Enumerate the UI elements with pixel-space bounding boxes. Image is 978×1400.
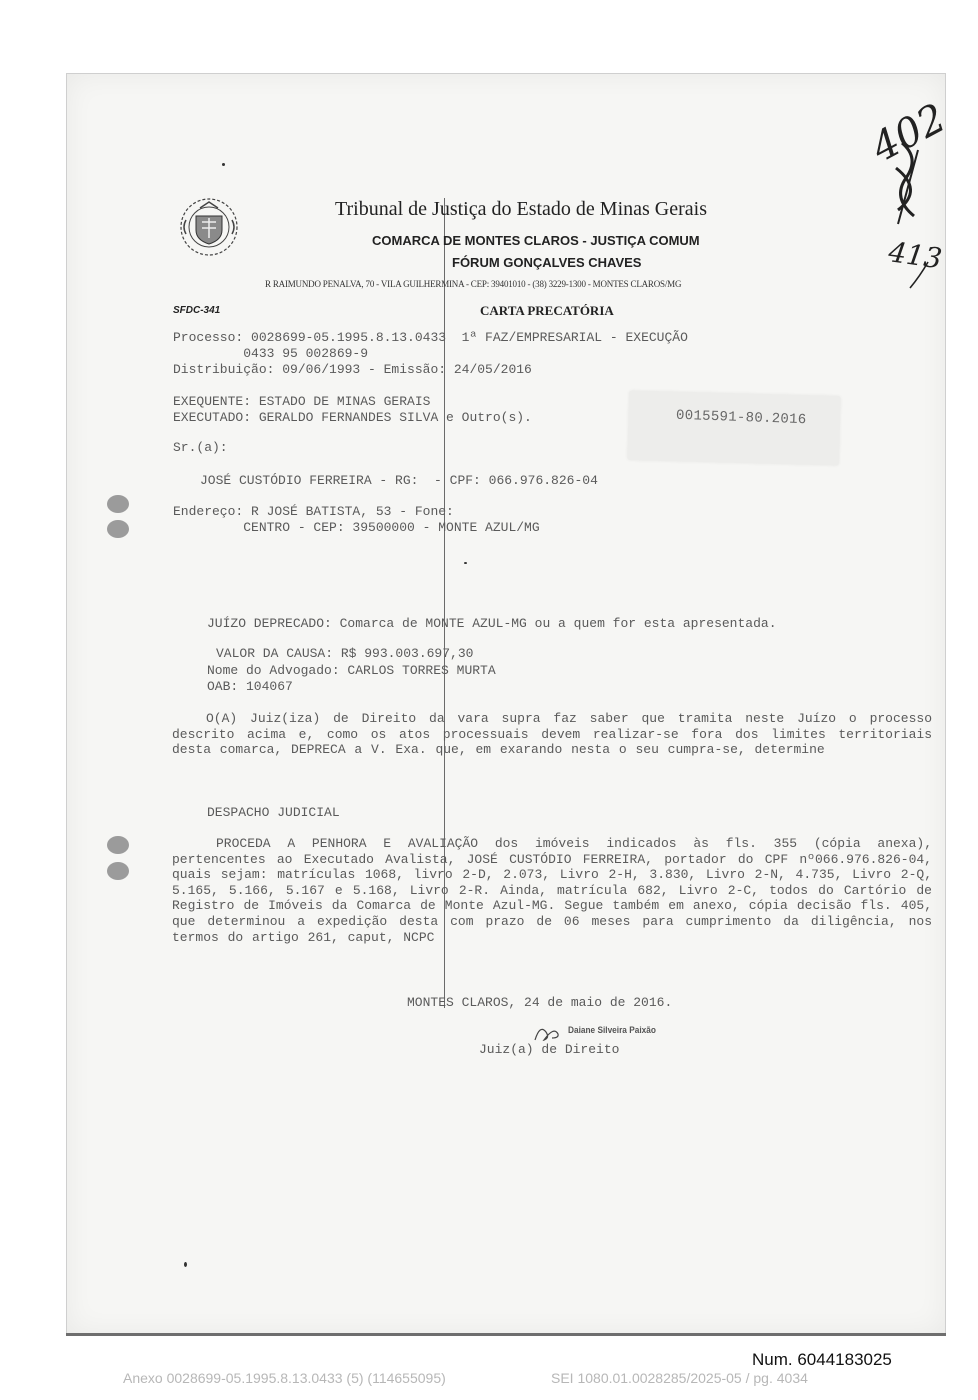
scan-speck [464,562,467,564]
forum-title: FÓRUM GONÇALVES CHAVES [452,255,642,270]
despacho-paragraph: PROCEDA A PENHORA E AVALIAÇÃO dos imóveis indicados às fls. 355 (cópia anexa), pertencentes ao Executado Avalista, JOSÉ CUSTÓDIO FERREIRA, portador do CPF nº066.976.826-04, quais sejam: matrículas 1068, livro 2-D, 2.073, Livro 2-H, 3.830, Livro 2-N, 4.735, Livro 2-Q, 5.165, 5.166, 5.167 e 5.168, Livro 2-R. Ainda, matrícula 682, Livro 2-C, todos do Cartório de Registro de Imóveis da Comarca de Monte Azul-MG. Segue também em anexo, cópia decisão fls. 405, que determinou a expedição desta com prazo de 06 meses para cumprimento da diligência, nos termos do artigo 261, caput, NCPC [172,836,932,945]
date-line: MONTES CLAROS, 24 de maio de 2016. [407,995,673,1010]
punch-hole [107,836,129,854]
document-number: Num. 6044183025 [752,1350,892,1369]
valor-causa: VALOR DA CAUSA: R$ 993.003.697,30 [216,646,474,661]
handwritten-number-side: 413 [886,235,944,276]
punch-hole [107,495,129,513]
despacho-title: DESPACHO JUDICIAL [207,805,340,820]
coat-of-arms-icon [178,196,240,258]
form-code: SFDC-341 [173,305,221,316]
handwritten-number-top: 402 [864,95,954,172]
executado-line: EXECUTADO: GERALDO FERNANDES SILVA e Outro(s). [173,410,532,425]
document-title: CARTA PRECATÓRIA [480,303,614,318]
signer-name-stamp: Daiane Silveira Paixão [568,1025,656,1035]
judge-title: Juiz(a) de Direito [479,1042,620,1057]
sheet-bottom-edge [66,1333,946,1336]
scan-speck [222,163,225,166]
process-line-1: Processo: 0028699-05.1995.8.13.0433 1ª FAZ/EMPRESARIAL - EXECUÇÃO [173,330,688,345]
addressee-address-2: CENTRO - CEP: 39500000 - MONTE AZUL/MG [173,520,540,535]
protocol-stamp: 0015591-80.2016 [675,407,807,429]
punch-hole [107,520,129,538]
addressee-address-1: Endereço: R JOSÉ BATISTA, 53 - Fone: [173,504,454,519]
distribution-line: Distribuição: 09/06/1993 - Emissão: 24/05/2016 [173,362,532,377]
sei-reference: SEI 1080.01.0028285/2025-05 / pg. 4034 [551,1370,808,1386]
addressee-name: JOSÉ CUSTÓDIO FERREIRA - RG: - CPF: 066.976.826-04 [200,473,598,488]
protocol-stamp-area [627,390,841,466]
juizo-deprecado: JUÍZO DEPRECADO: Comarca de MONTE AZUL-MG ou a quem for esta apresentada. [207,616,777,631]
advogado-name: Nome do Advogado: CARLOS TORRES MURTA [207,663,496,678]
salutation: Sr.(a): [173,440,228,455]
oab-number: OAB: 104067 [207,679,293,694]
scan-speck [184,1262,187,1267]
exequente-line: EXEQUENTE: ESTADO DE MINAS GERAIS [173,394,431,409]
process-line-2: 0433 95 002869-9 [173,346,369,361]
comarca-title: COMARCA DE MONTES CLAROS - JUSTIÇA COMUM [372,233,700,248]
punch-hole [107,862,129,880]
court-name: Tribunal de Justiça do Estado de Minas Gerais [335,198,707,220]
intro-paragraph: O(A) Juiz(iza) de Direito da vara supra faz saber que tramita neste Juízo o processo descrito acima e, como os atos processuais devem realizar-se fora dos limites territoriais desta comarca, DEPRECA a V. Exa. que, em exarando nesta o seu cumpra-se, determine [172,711,932,758]
court-address: R RAIMUNDO PENALVA, 70 - VILA GUILHERMINA - CEP: 39401010 - (38) 3229-1300 - MONTES CLAROS/MG [265,279,682,289]
annex-reference: Anexo 0028699-05.1995.8.13.0433 (5) (114655095) [123,1370,446,1386]
handwritten-annotation [862,95,954,298]
